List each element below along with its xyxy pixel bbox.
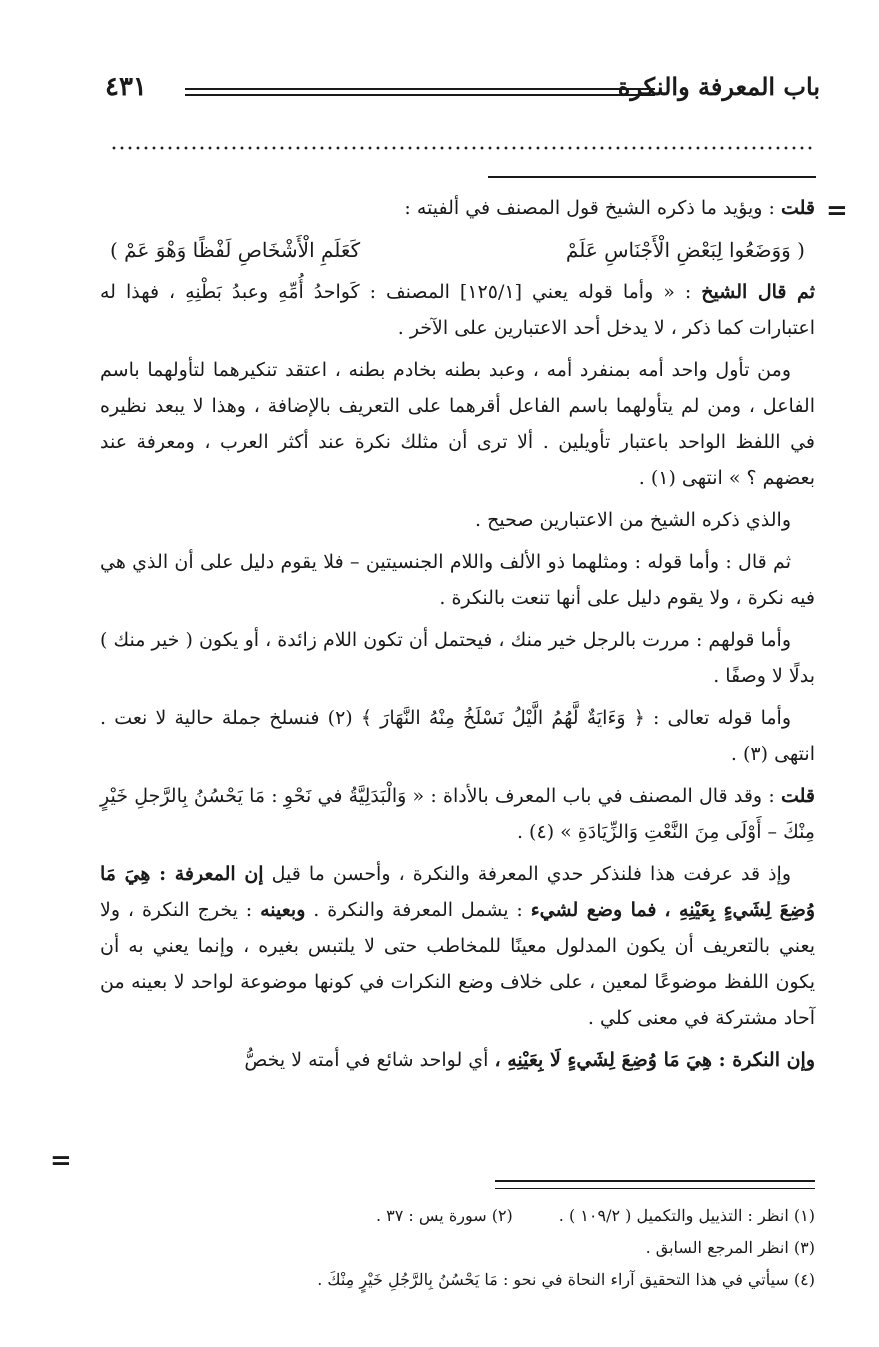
definition-keyword: وإن النكرة : هِيَ مَا وُضِعَ لِشَيءٍ لَا بِعَيْنِهِ ، bbox=[494, 1049, 815, 1071]
paragraph: وأما قوله تعالى : ﴿ وَءَايَةٌ لَّهُمُ الَّيْلُ نَسْلَخُ مِنْهُ النَّهَارَ ﴾ (٢) فنسلخ جملة حالية لا نعت . انتهى (٣) . bbox=[100, 707, 815, 765]
paragraph: وأما قولهم : مررت بالرجل خير منك ، فيحتمل أن تكون اللام زائدة ، أو يكون ( خير منك ) بدلًا لا وصفًا . bbox=[100, 629, 815, 687]
paragraph-text: : وقد قال المصنف في باب المعرف بالأداة : « وَالْبَدَلِيَّةُ في نَحْوِ : مَا يَحْسُنُ بِالرَّجلِ خَيْرٍ مِنْكَ – أَوْلَى مِنَ النَّعْتِ وَالزِّيَادَةِ » (٤) . bbox=[100, 785, 815, 843]
continuation-mark-top: = bbox=[826, 196, 848, 226]
poetry-verse bbox=[100, 232, 815, 268]
header-double-rule bbox=[185, 88, 655, 96]
footnote-rule bbox=[495, 1188, 815, 1189]
definition-keyword: إن المعرفة : هِيَ مَا وُضِعَ لِشَيءٍ بِعَيْنِهِ ، bbox=[100, 863, 816, 921]
top-rule bbox=[488, 176, 816, 178]
paragraph-text: : ويؤيد ما ذكره الشيخ قول المصنف في ألفيته : bbox=[404, 197, 775, 219]
footnote-1: (١) انظر : التذييل والتكميل ( ١٠٩/٢ ) . bbox=[558, 1206, 815, 1225]
keyword: قلت bbox=[780, 785, 815, 807]
body-text bbox=[100, 190, 815, 1084]
footnote-3: (٣) انظر المرجع السابق . bbox=[645, 1238, 815, 1257]
paragraph: والذي ذكره الشيخ من الاعتبارين صحيح . bbox=[475, 509, 791, 531]
dotted-separator bbox=[110, 146, 815, 150]
paragraph bbox=[100, 1042, 815, 1078]
footnotes bbox=[200, 1200, 815, 1296]
footnote-separator bbox=[495, 1180, 815, 1189]
chapter-title: باب المعرفة والنكرة bbox=[617, 72, 820, 101]
footnote-4: (٤) سيأتي في هذا التحقيق آراء النحاة في نحو : مَا يَحْسُنُ بِالرَّجُلِ خَيْرٍ مِنْكَ . bbox=[317, 1270, 815, 1289]
paragraph bbox=[100, 190, 815, 226]
paragraph-text: : « وأما قوله يعني [١٢٥/١] المصنف : كَواحدُ أُمِّهِ وعبدُ بَطْنِهِ ، فهذا له اعتبارات كما ذكر ، لا يدخل أحد الاعتبارين على الآخر . bbox=[100, 281, 815, 339]
keyword: ثم قال الشيخ bbox=[701, 281, 815, 303]
keyword: قلت bbox=[780, 197, 815, 219]
paragraph: ثم قال : وأما قوله : ومثلهما ذو الألف واللام الجنسيتين – فلا يقوم دليل على أن الذي هي فيه نكرة ، ولا يقوم دليل على أنها تنعت بالنكرة . bbox=[100, 551, 815, 609]
footnote-rule bbox=[495, 1180, 815, 1182]
verse-second-hemistich: كَعَلَمِ الْأَشْخَاصِ لَفْظًا وَهْوَ عَمْ ) bbox=[110, 238, 361, 262]
page-header bbox=[105, 70, 820, 110]
paragraph bbox=[100, 778, 815, 850]
verse-first-hemistich: ( وَوَضَعُوا لِبَعْضِ الْأَجْنَاسِ عَلَمْ bbox=[565, 238, 805, 262]
paragraph bbox=[100, 274, 815, 346]
footnote-row bbox=[200, 1200, 815, 1232]
definition-keyword: فما وضع لشيء bbox=[530, 899, 657, 921]
paragraph-text: وإذ قد عرفت هذا فلنذكر حدي المعرفة والنكرة ، وأحسن ما قيل bbox=[271, 863, 792, 885]
paragraph-text: : يخرج النكرة ، ولا يعني بالتعريف أن يكون المدلول معينًا للمخاطب حتى لا يلتبس بغيره ، وإنما يعني به أن يكون اللفظ موضوعًا لمعين ، على خلاف وضع النكرات في كونها موضوعة لواحد لا بعينه من آحاد مشتركة في معنى كلي . bbox=[100, 899, 815, 1029]
paragraph: ومن تأول واحد أمه بمنفرد أمه ، وعبد بطنه بخادم بطنه ، اعتقد تنكيرهما لتأولهما باسم الفاعل ، ومن لم يتأولهما باسم الفاعل أقرهما على التعريف بالإضافة ، وهذا لا يبعد نظيره في اللفظ الواحد باعتبار تأويلين . ألا ترى أن مثلك نكرة عند أكثر العرب ، ومعرفة عند بعضهم ؟ » انتهى (١) . bbox=[100, 359, 815, 489]
footnote-2: (٢) سورة يس : ٣٧ . bbox=[375, 1206, 513, 1225]
paragraph-text: أي لواحد شائع في أمته لا يخصُّ bbox=[244, 1049, 489, 1071]
page-number: ٤٣١ bbox=[105, 72, 147, 102]
continuation-mark-bottom: = bbox=[50, 1146, 72, 1176]
paragraph bbox=[100, 856, 815, 1036]
paragraph-text: : يشمل المعرفة والنكرة . bbox=[313, 899, 523, 921]
definition-keyword: وبعينه bbox=[260, 899, 306, 921]
